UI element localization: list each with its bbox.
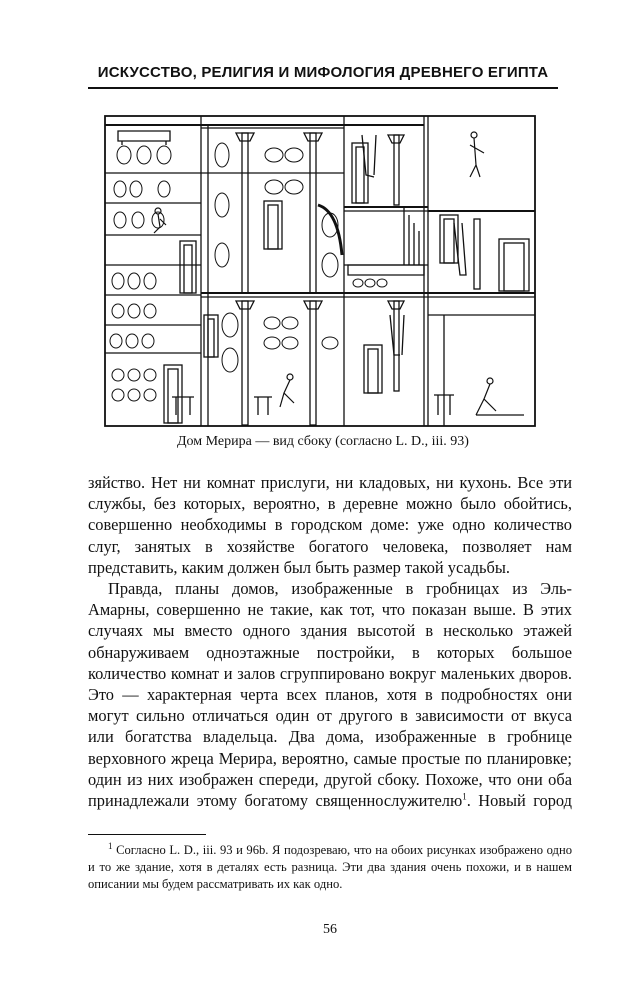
footnote-reference[interactable]: 1 — [462, 791, 467, 802]
paragraph-1: зяйство. Нет ни комнат прислуги, ни кладовых, ни кухонь. Все эти службы, без которых, вероятно, в деревне можно было обойтись, совершенно необходимы в городском доме: уже одно количество слуг, занятых в хозяйстве богатого человека, позволяет нам представить, каким должен был быть размер такой усадьбы. — [88, 473, 572, 577]
header-rule — [88, 87, 558, 89]
footnote — [88, 842, 572, 893]
house-illustration — [104, 115, 536, 427]
figure-caption: Дом Мерира — вид сбоку (согласно L. D., iii. 93) — [177, 434, 469, 449]
body-text — [88, 472, 572, 811]
footnote-rule — [88, 834, 206, 835]
footnote-marker: 1 — [108, 840, 113, 851]
paragraph-2-text: Правда, планы домов, изображенные в гробницах из Эль-Амарны, совершенно не такие, как тот, что показан выше. В этих случаях мы вместо одного здания высотой в несколько этажей обнаруживаем одноэтажные постройки, в которых большое количество комнат и залов сгруппировано вокруг маленьких дворов. Это — характерная черта всех планов, хотя в подробностях они могут сильно отличаться один от другого в зависимости от вкуса или богатства владельца. Два дома, изображенные в гробнице верховного жреца Мерира, вероятно, самые простые по планировке; один из них изображен спереди, другой сбоку. Похоже, что они оба принадлежали этому богатому священнослужителю — [88, 579, 572, 811]
paragraph-2-end: . Новый город — [466, 791, 572, 811]
running-title: ИСКУССТВО, РЕЛИГИЯ И МИФОЛОГИЯ ДРЕВНЕГО ЕГИПТА — [97, 64, 549, 81]
footnote-text: Согласно L. D., iii. 93 и 96b. Я подозреваю, что на обоих рисунках изображено одно и то же здание, хотя в деталях есть разница. Эти два здания очень похожи, и в нашем описании мы будем рассматривать их как одно. — [88, 843, 572, 891]
paragraph-2 — [88, 578, 572, 811]
page-number: 56 — [323, 922, 337, 937]
